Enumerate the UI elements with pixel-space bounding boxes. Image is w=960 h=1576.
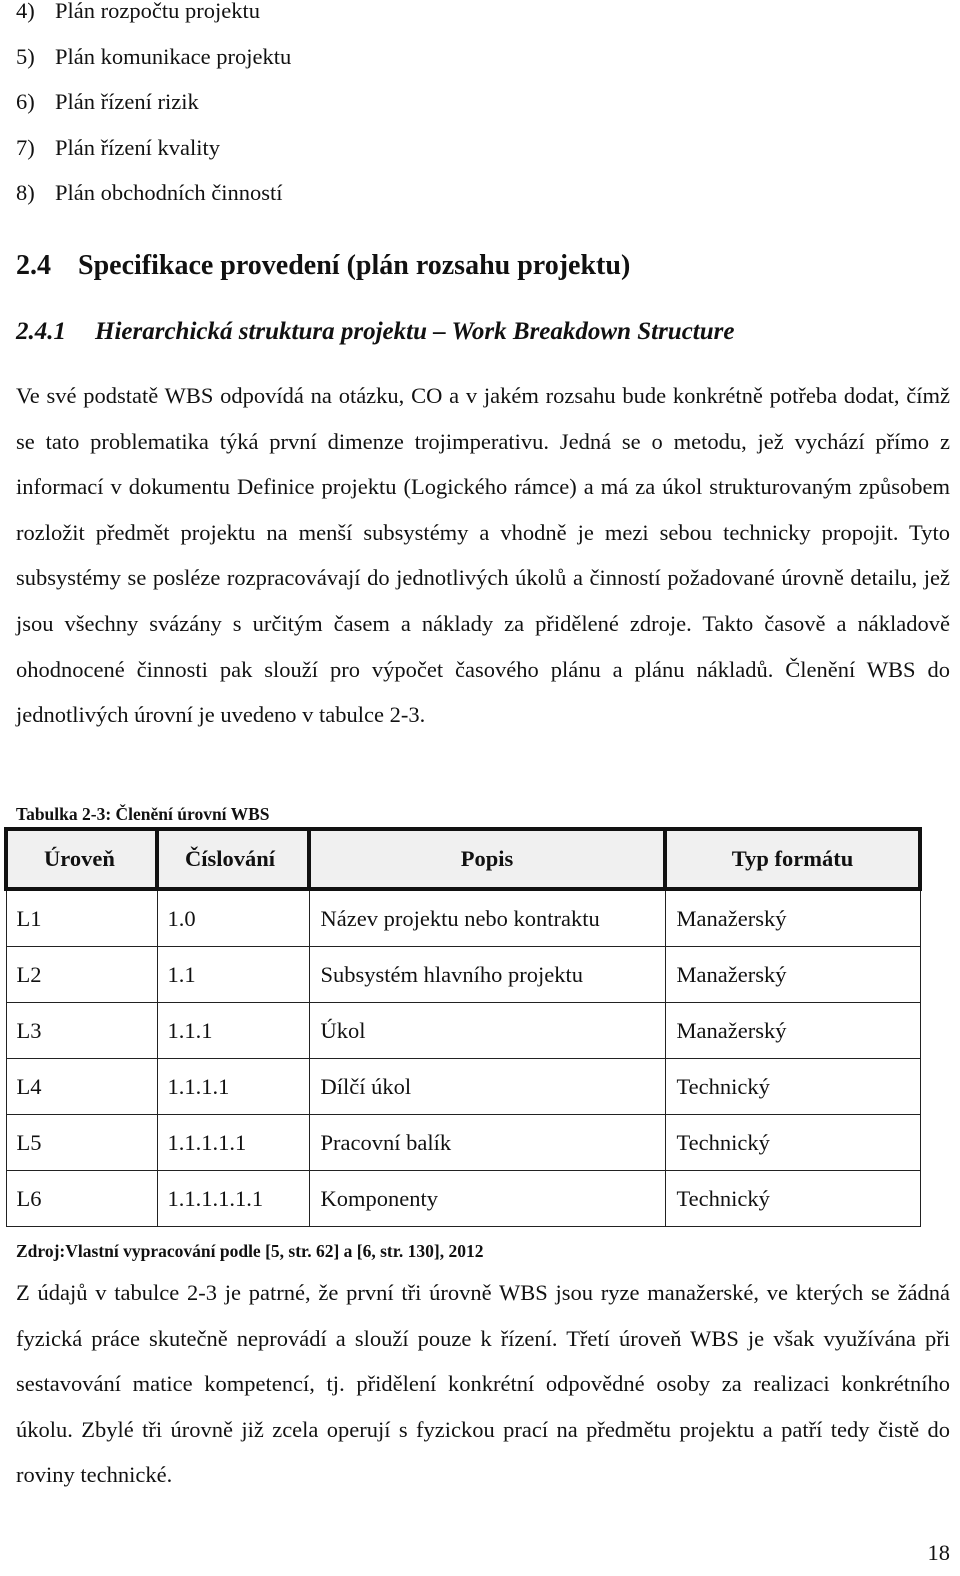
list-item-number: 5) <box>16 43 35 69</box>
table-cell: 1.1.1 <box>157 1003 309 1059</box>
body-paragraph: Ve své podstatě WBS odpovídá na otázku, CO a v jakém rozsahu bude konkrétně potřeba dodat, čímž se tato problematika týká první dimenze trojimperativu. Jedná se o metodu, jež vychází přímo z informací v dokumentu Definice projektu (Logického rámce) a má za úkol strukturovaným způsobem rozložit předmět projektu na menší subsystémy a vhodně je mezi sebou technicky propojit. Tyto subsystémy se posléze rozpracovávají do jednotlivých úkolů a činností požadované úrovně detailu, jež jsou všechny svázány s určitým časem a náklady za přidělené zdroje. Takto časově a nákladově ohodnocené činnosti pak slouží pro výpočet časového plánu a plánu nákladů. Členění WBS do jednotlivých úrovní je uvedeno v tabulce 2-3. <box>16 383 950 728</box>
page-number: 18 <box>927 1540 950 1565</box>
list-item-number: 7) <box>16 134 35 160</box>
list-item-text: Plán řízení kvality <box>55 134 220 160</box>
table-cell: 1.1.1.1 <box>157 1059 309 1115</box>
table-cell: Subsystém hlavního projektu <box>309 947 665 1003</box>
list-item <box>16 79 291 125</box>
table-cell: 1.1 <box>157 947 309 1003</box>
table-row <box>6 1171 920 1227</box>
table-cell: Název projektu nebo kontraktu <box>309 889 665 947</box>
table-cell: 1.0 <box>157 889 309 947</box>
table-row <box>6 1115 920 1171</box>
table-cell: L6 <box>6 1171 157 1227</box>
table-row <box>6 889 920 947</box>
list-item <box>16 170 291 216</box>
body-paragraph: Z údajů v tabulce 2-3 je patrné, že první tři úrovně WBS jsou ryze manažerské, ve kterých se žádná fyzická práce skutečně neprovádí a slouží pouze k řízení. Třetí úroveň WBS je však využívána při sestavování matice kompetencí, tj. přidělení konkrétní odpovědné osoby za realizaci konkrétního úkolu. Zbylé tři úrovně již zcela operují s fyzickou prací na předmětu projektu a patří tedy čistě do roviny technické. <box>16 1280 950 1488</box>
table-header-row <box>6 829 920 889</box>
table-cell: L2 <box>6 947 157 1003</box>
table-cell: 1.1.1.1.1 <box>157 1115 309 1171</box>
table-cell: L4 <box>6 1059 157 1115</box>
table-cell: L3 <box>6 1003 157 1059</box>
column-header-description: Popis <box>309 829 665 889</box>
table-cell: Úkol <box>309 1003 665 1059</box>
section-heading <box>16 250 630 282</box>
subsection-title: Hierarchická struktura projektu – Work Breakdown Structure <box>95 318 735 345</box>
table-row <box>6 1059 920 1115</box>
table-cell: Komponenty <box>309 1171 665 1227</box>
table-cell: Dílčí úkol <box>309 1059 665 1115</box>
list-item <box>16 34 291 80</box>
list-item-text: Plán rozpočtu projektu <box>55 0 260 23</box>
section-number: 2.4 <box>16 250 51 281</box>
column-header-format-type: Typ formátu <box>665 829 920 889</box>
section-title: Specifikace provedení (plán rozsahu projektu) <box>78 250 631 281</box>
table-cell: Technický <box>665 1115 920 1171</box>
list-item-text: Plán obchodních činností <box>55 180 283 205</box>
list-item-number: 6) <box>16 89 35 114</box>
list-item-number: 8) <box>16 180 35 205</box>
list-item <box>16 0 291 34</box>
table-source-note: Zdroj:Vlastní vypracování podle [5, str. 62] a [6, str. 130], 2012 <box>16 1241 484 1261</box>
subsection-number: 2.4.1 <box>16 318 66 345</box>
table-cell: 1.1.1.1.1.1 <box>157 1171 309 1227</box>
subsection-heading <box>16 318 734 346</box>
table-cell: Technický <box>665 1171 920 1227</box>
table-row <box>6 1003 920 1059</box>
table-row <box>6 947 920 1003</box>
list-item-text: Plán řízení rizik <box>55 89 199 114</box>
table-cell: Manažerský <box>665 947 920 1003</box>
column-header-level: Úroveň <box>6 829 157 889</box>
table-cell: Pracovní balík <box>309 1115 665 1171</box>
column-header-numbering: Číslování <box>157 829 309 889</box>
table-cell: Technický <box>665 1059 920 1115</box>
list-item <box>16 125 291 171</box>
list-item-text: Plán komunikace projektu <box>55 43 292 69</box>
wbs-levels-table <box>4 827 922 1227</box>
table-cell: Manažerský <box>665 889 920 947</box>
table-cell: Manažerský <box>665 1003 920 1059</box>
list-item-number: 4) <box>16 0 35 23</box>
table-cell: L1 <box>6 889 157 947</box>
table-caption: Tabulka 2-3: Členění úrovní WBS <box>16 804 270 824</box>
numbered-list <box>16 0 291 216</box>
table-cell: L5 <box>6 1115 157 1171</box>
